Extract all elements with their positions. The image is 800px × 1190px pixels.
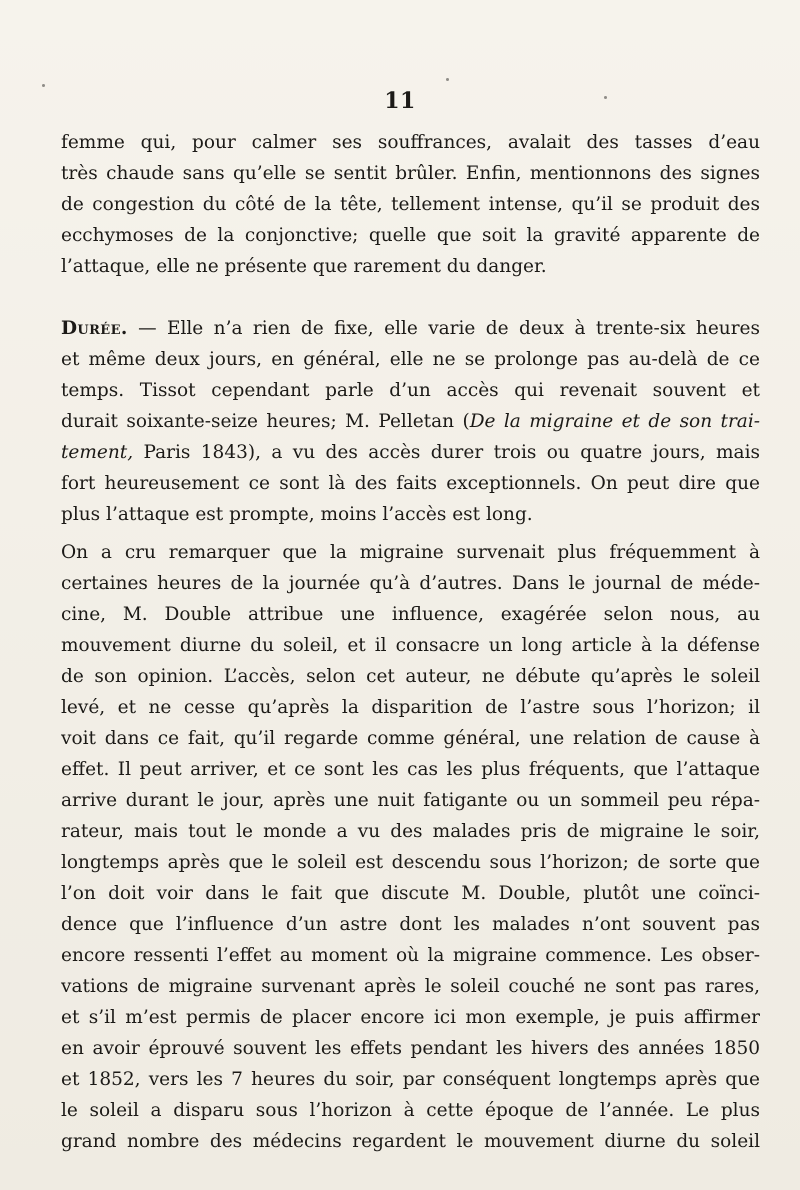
- text-span: Paris 1843), a vu des accès durer trois ou quatre jours, mais: [133, 442, 760, 463]
- text-line: longtemps après que le soleil est descendu sous l’horizon; de sorte que: [61, 852, 760, 873]
- italic-title: De la migraine et de son trai-: [469, 411, 760, 432]
- text-line: mouvement diurne du soleil, et il consacre un long article à la défense: [61, 635, 760, 656]
- text-line: vations de migraine survenant après le soleil couché ne sont pas rares,: [61, 976, 760, 997]
- text-line: arrive durant le jour, après une nuit fatigante ou un sommeil peu répa-: [61, 790, 760, 811]
- speck-mark: [446, 78, 449, 81]
- page-number: 11: [384, 88, 416, 114]
- text-line: grand nombre des médecins regardent le mouvement diurne du soleil: [61, 1131, 760, 1152]
- text-line: levé, et ne cesse qu’après la disparition de l’astre sous l’horizon; il: [61, 697, 760, 718]
- text-line: l’on doit voir dans le fait que discute M. Double, plutôt une coïnci-: [61, 883, 760, 904]
- paragraph-continuation: [61, 127, 760, 282]
- text-line: temps. Tissot cependant parle d’un accès qui revenait souvent et: [61, 380, 760, 401]
- text-line: et 1852, vers les 7 heures du soir, par conséquent longtemps après que: [61, 1069, 760, 1090]
- text-line: cine, M. Double attribue une influence, exagérée selon nous, au: [61, 604, 760, 625]
- text-line: de son opinion. L’accès, selon cet auteur, ne débute qu’après le soleil: [61, 666, 760, 687]
- paragraph-duree: [61, 313, 760, 530]
- text-line: plus l’attaque est prompte, moins l’accès est long.: [61, 504, 533, 525]
- text-line: encore ressenti l’effet au moment où la migraine commence. Les obser-: [61, 945, 760, 966]
- paragraph-main: [61, 537, 760, 1157]
- text-span: durait soixante-seize heures; M. Pelletan (: [61, 411, 470, 432]
- text-line: en avoir éprouvé souvent les effets pendant les hivers des années 1850: [61, 1038, 760, 1059]
- text-line: femme qui, pour calmer ses souffrances, avalait des tasses d’eau: [61, 132, 760, 153]
- text-line: ecchymoses de la conjonctive; quelle que soit la gravité apparente de: [61, 225, 760, 246]
- text-line: certaines heures de la journée qu’à d’autres. Dans le journal de méde-: [61, 573, 760, 594]
- text-line: de congestion du côté de la tête, tellement intense, qu’il se produit des: [61, 194, 760, 215]
- text-line: fort heureusement ce sont là des faits exceptionnels. On peut dire que: [61, 473, 760, 494]
- text-line: et s’il m’est permis de placer encore ici mon exemple, je puis affirmer: [61, 1007, 760, 1028]
- text-line: voit dans ce fait, qu’il regarde comme général, une relation de cause à: [61, 728, 760, 749]
- text-span: — Elle n’a rien de fixe, elle varie de deux à trente-six heures: [138, 318, 760, 339]
- text-line: [61, 406, 760, 437]
- text-line: dence que l’influence d’un astre dont les malades n’ont souvent pas: [61, 914, 760, 935]
- text-line: l’attaque, elle ne présente que rarement du danger.: [61, 256, 547, 277]
- text-line: [61, 313, 760, 344]
- speck-mark: [42, 84, 45, 87]
- text-line: [61, 437, 760, 468]
- text-line: très chaude sans qu’elle se sentit brûler. Enfin, mentionnons des signes: [61, 163, 760, 184]
- text-line: On a cru remarquer que la migraine survenait plus fréquemment à: [61, 542, 760, 563]
- italic-title: tement,: [61, 442, 134, 463]
- section-heading: Durée.: [61, 318, 128, 339]
- text-line: et même deux jours, en général, elle ne se prolonge pas au-delà de ce: [61, 349, 760, 370]
- text-line: le soleil a disparu sous l’horizon à cette époque de l’année. Le plus: [61, 1100, 760, 1121]
- text-line: rateur, mais tout le monde a vu des malades pris de migraine le soir,: [61, 821, 760, 842]
- text-line: effet. Il peut arriver, et ce sont les cas les plus fréquents, que l’attaque: [61, 759, 760, 780]
